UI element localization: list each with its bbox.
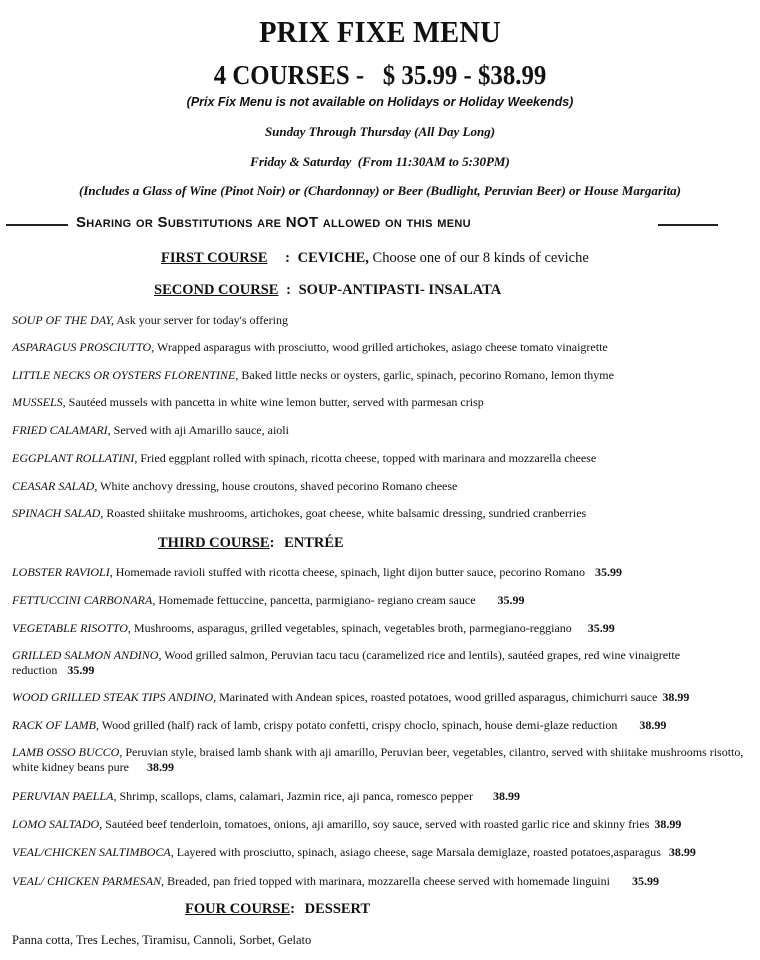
menu-item: [12, 789, 748, 804]
menu-item: [12, 593, 748, 608]
menu-item: [12, 648, 748, 678]
item-description: Layered with prosciutto, spinach, asiago cheese, sage Marsala demiglaze, roasted potatoes,asparagus: [176, 845, 661, 859]
menu-item: [12, 313, 748, 328]
item-name: FRIED CALAMARI,: [12, 423, 111, 437]
item-name: MUSSELS,: [12, 395, 66, 409]
menu-item: [12, 451, 748, 466]
course-description: Choose one of our 8 kinds of ceviche: [372, 250, 589, 266]
item-name: LOMO SALTADO,: [12, 817, 103, 831]
fourth-course-heading: FOUR COURSE: DESSERT: [185, 901, 371, 917]
menu-item: [12, 395, 748, 410]
drink-inclusion: (Includes a Glass of Wine (Pinot Noir) or (Chardonnay) or Beer (Budlight, Peruvian Beer) or House Margarita): [78, 183, 682, 198]
item-name: FETTUCCINI CARBONARA,: [12, 593, 156, 607]
item-description: Wood grilled salmon, Peruvian tacu tacu (caramelized rice and lentils), sautéed grapes, red wine vinaigrette reduction: [12, 648, 681, 677]
second-course-heading: SECOND COURSE : SOUP-ANTIPASTI- INSALATA: [154, 282, 502, 298]
item-description: Sautéed mussels with pancetta in white wine lemon butter, served with parmesan crisp: [68, 395, 484, 409]
item-price: 35.99: [631, 874, 659, 888]
course-category: ENTRÉE: [284, 535, 344, 551]
item-price: 38.99: [146, 760, 174, 774]
item-price: 38.99: [662, 690, 690, 704]
item-name: VEGETABLE RISOTTO,: [12, 621, 131, 635]
course-category: CEVICHE,: [297, 250, 369, 266]
menu-item: [12, 718, 748, 733]
item-name: PERUVIAN PAELLA,: [12, 789, 117, 803]
item-price: 35.99: [497, 593, 525, 607]
item-name: VEAL/CHICKEN SALTIMBOCA,: [12, 845, 174, 859]
menu-item: [12, 745, 748, 775]
item-price: 38.99: [654, 817, 682, 831]
item-description: Shrimp, scallops, clams, calamari, Jazmin rice, aji panca, romesco pepper: [119, 789, 473, 803]
divider-line: [658, 224, 718, 226]
item-name: LAMB OSSO BUCCO,: [12, 745, 123, 759]
item-description: Baked little necks or oysters, garlic, spinach, pecorino Romano, lemon thyme: [241, 368, 614, 382]
item-price: 35.99: [595, 565, 623, 579]
availability-weekend: Friday & Saturday (From 11:30AM to 5:30PM): [250, 154, 510, 169]
course-label: FIRST COURSE: [161, 250, 268, 266]
item-description: Served with aji Amarillo sauce, aioli: [113, 423, 289, 437]
item-name: WOOD GRILLED STEAK TIPS ANDINO,: [12, 690, 217, 704]
menu-item: [12, 690, 748, 705]
course-category: SOUP-ANTIPASTI- INSALATA: [298, 282, 502, 298]
menu-item: [12, 817, 748, 832]
menu-item: [12, 368, 748, 383]
item-description: Sautéed beef tenderloin, tomatoes, onions, aji amarillo, soy sauce, served with roasted garlic rice and skinny fries: [105, 817, 650, 831]
price-range: 4 COURSES - $ 35.99 - $38.99: [213, 60, 547, 90]
item-price: 35.99: [587, 621, 615, 635]
course-category: DESSERT: [304, 901, 371, 917]
item-price: 38.99: [639, 718, 667, 732]
item-description: Peruvian style, braised lamb shank with aji amarillo, Peruvian beer, vegetables, cilantro, served with shiitake mushrooms risotto, white kidney beans pure: [12, 745, 744, 774]
course-label: THIRD COURSE: [158, 535, 270, 551]
item-description: Mushrooms, asparagus, grilled vegetables, spinach, vegetables broth, parmegiano-reggiano: [133, 621, 572, 635]
item-description: Breaded, pan fried topped with marinara, mozzarella cheese served with homemade linguini: [167, 874, 610, 888]
item-name: SOUP OF THE DAY,: [12, 313, 115, 327]
holiday-notice: (Prix Fix Menu is not available on Holidays or Holiday Weekends): [186, 95, 574, 109]
item-name: SPINACH SALAD,: [12, 506, 104, 520]
dessert-list: Panna cotta, Tres Leches, Tiramisu, Cannoli, Sorbet, Gelato: [12, 933, 312, 947]
item-name: CEASAR SALAD,: [12, 479, 98, 493]
item-name: LITTLE NECKS OR OYSTERS FLORENTINE,: [12, 368, 239, 382]
item-description: Roasted shiitake mushrooms, artichokes, goat cheese, white balsamic dressing, sundried cranberries: [106, 506, 587, 520]
item-description: Ask your server for today's offering: [116, 313, 288, 327]
menu-item: [12, 340, 748, 355]
divider-line: [6, 224, 68, 226]
first-course-heading: FIRST COURSE : CEVICHE, Choose one of our 8 kinds of ceviche: [161, 250, 589, 266]
item-name: VEAL/ CHICKEN PARMESAN,: [12, 874, 165, 888]
availability-weekdays: Sunday Through Thursday (All Day Long): [264, 124, 496, 139]
policy-banner: [0, 212, 760, 236]
menu-item: [12, 874, 748, 889]
item-description: White anchovy dressing, house croutons, shaved pecorino Romano cheese: [100, 479, 458, 493]
item-price: 38.99: [668, 845, 696, 859]
third-course-heading: THIRD COURSE: ENTRÉE: [158, 535, 344, 551]
policy-text: Sharing or Substitutions are NOT allowed on this menu: [76, 214, 471, 231]
item-name: ASPARAGUS PROSCIUTTO,: [12, 340, 155, 354]
menu-item: [12, 479, 748, 494]
item-price: 35.99: [67, 663, 95, 677]
item-description: Wood grilled (half) rack of lamb, crispy potato confetti, crispy choclo, spinach, house demi-glaze reduction: [101, 718, 618, 732]
menu-item: [12, 845, 748, 860]
item-name: GRILLED SALMON ANDINO,: [12, 648, 162, 662]
menu-item: [12, 423, 748, 438]
menu-title: PRIX FIXE MENU: [259, 14, 501, 49]
menu-item: [12, 565, 748, 580]
menu-item: [12, 506, 748, 521]
item-name: RACK OF LAMB,: [12, 718, 99, 732]
item-description: Wrapped asparagus with prosciutto, wood grilled artichokes, asiago cheese tomato vinaigrette: [157, 340, 608, 354]
item-name: LOBSTER RAVIOLI,: [12, 565, 113, 579]
course-label: SECOND COURSE: [154, 282, 279, 298]
item-description: Fried eggplant rolled with spinach, ricotta cheese, topped with marinara and mozzarella cheese: [140, 451, 597, 465]
menu-item: [12, 621, 748, 636]
item-price: 38.99: [492, 789, 520, 803]
item-name: EGGPLANT ROLLATINI,: [12, 451, 138, 465]
item-description: Homemade ravioli stuffed with ricotta cheese, spinach, light dijon butter sauce, pecorino Romano: [115, 565, 586, 579]
item-description: Marinated with Andean spices, roasted potatoes, wood grilled asparagus, chimichurri sauce: [219, 690, 658, 704]
course-label: FOUR COURSE: [185, 901, 291, 917]
item-description: Homemade fettuccine, pancetta, parmigiano- regiano cream sauce: [158, 593, 476, 607]
